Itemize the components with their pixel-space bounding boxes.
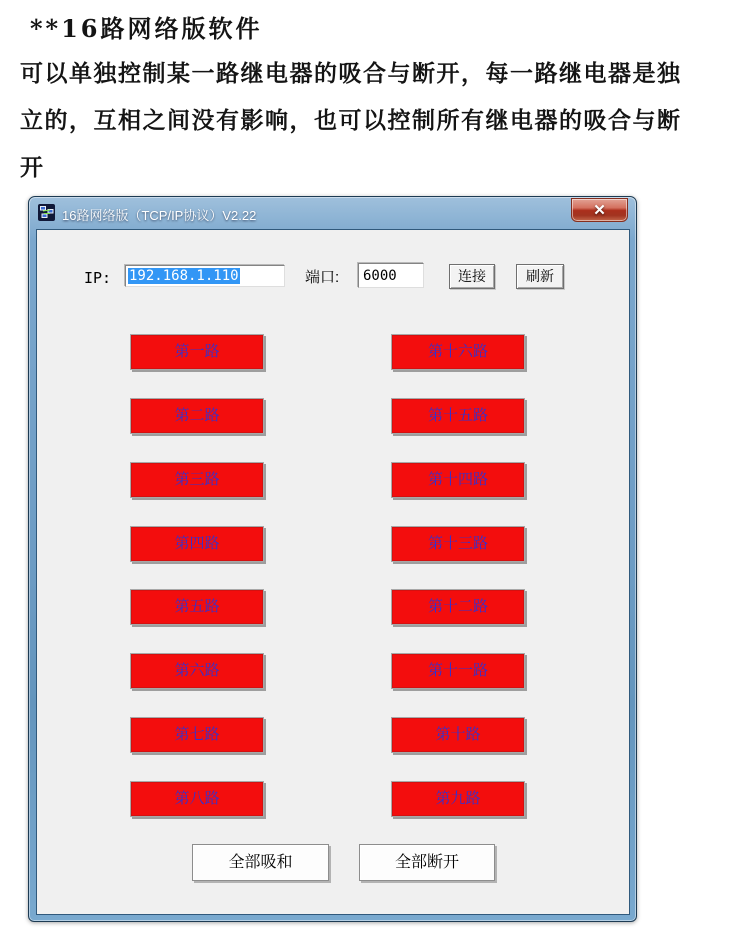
doc-body-line: 立的，互相之间没有影响，也可以控制所有继电器的吸合与断 bbox=[20, 107, 682, 134]
relay-button-14[interactable]: 第十四路 bbox=[391, 462, 525, 498]
doc-body-line: 开 bbox=[20, 154, 45, 181]
window-title: 16路网络版（TCP/IP协议）V2.22 bbox=[62, 208, 257, 223]
port-input-value: 6000 bbox=[363, 268, 397, 284]
ip-input-selected-text: 192.168.1.110 bbox=[129, 268, 239, 284]
relay-button-6[interactable]: 第六路 bbox=[130, 653, 264, 689]
app-icon bbox=[38, 204, 55, 221]
close-icon: ✕ bbox=[593, 202, 606, 219]
connect-button[interactable]: 连接 bbox=[449, 264, 495, 289]
relay-button-7[interactable]: 第七路 bbox=[130, 717, 264, 753]
relay-button-5[interactable]: 第五路 bbox=[130, 589, 264, 625]
all-on-button[interactable]: 全部吸和 bbox=[192, 844, 329, 881]
relay-button-12[interactable]: 第十二路 bbox=[391, 589, 525, 625]
relay-button-9[interactable]: 第九路 bbox=[391, 781, 525, 817]
relay-button-10[interactable]: 第十路 bbox=[391, 717, 525, 753]
relay-button-3[interactable]: 第三路 bbox=[130, 462, 264, 498]
relay-button-4[interactable]: 第四路 bbox=[130, 526, 264, 562]
relay-button-2[interactable]: 第二路 bbox=[130, 398, 264, 434]
doc-title: **16路网络版软件 bbox=[30, 14, 263, 43]
doc-body-line: 可以单独控制某一路继电器的吸合与断开，每一路继电器是独 bbox=[20, 60, 682, 87]
relay-button-11[interactable]: 第十一路 bbox=[391, 653, 525, 689]
window-client-area bbox=[36, 229, 630, 915]
relay-button-15[interactable]: 第十五路 bbox=[391, 398, 525, 434]
app-window bbox=[28, 196, 637, 922]
port-input[interactable] bbox=[358, 263, 424, 288]
relay-button-13[interactable]: 第十三路 bbox=[391, 526, 525, 562]
all-off-button[interactable]: 全部断开 bbox=[359, 844, 495, 881]
titlebar[interactable] bbox=[29, 197, 636, 229]
ip-input[interactable] bbox=[125, 265, 285, 287]
port-label: 端口: bbox=[305, 269, 340, 286]
relay-button-16[interactable]: 第十六路 bbox=[391, 334, 525, 370]
relay-button-1[interactable]: 第一路 bbox=[130, 334, 264, 370]
relay-button-8[interactable]: 第八路 bbox=[130, 781, 264, 817]
close-button[interactable] bbox=[571, 198, 628, 222]
ip-label: IP: bbox=[84, 269, 112, 287]
refresh-button[interactable]: 刷新 bbox=[516, 264, 564, 289]
